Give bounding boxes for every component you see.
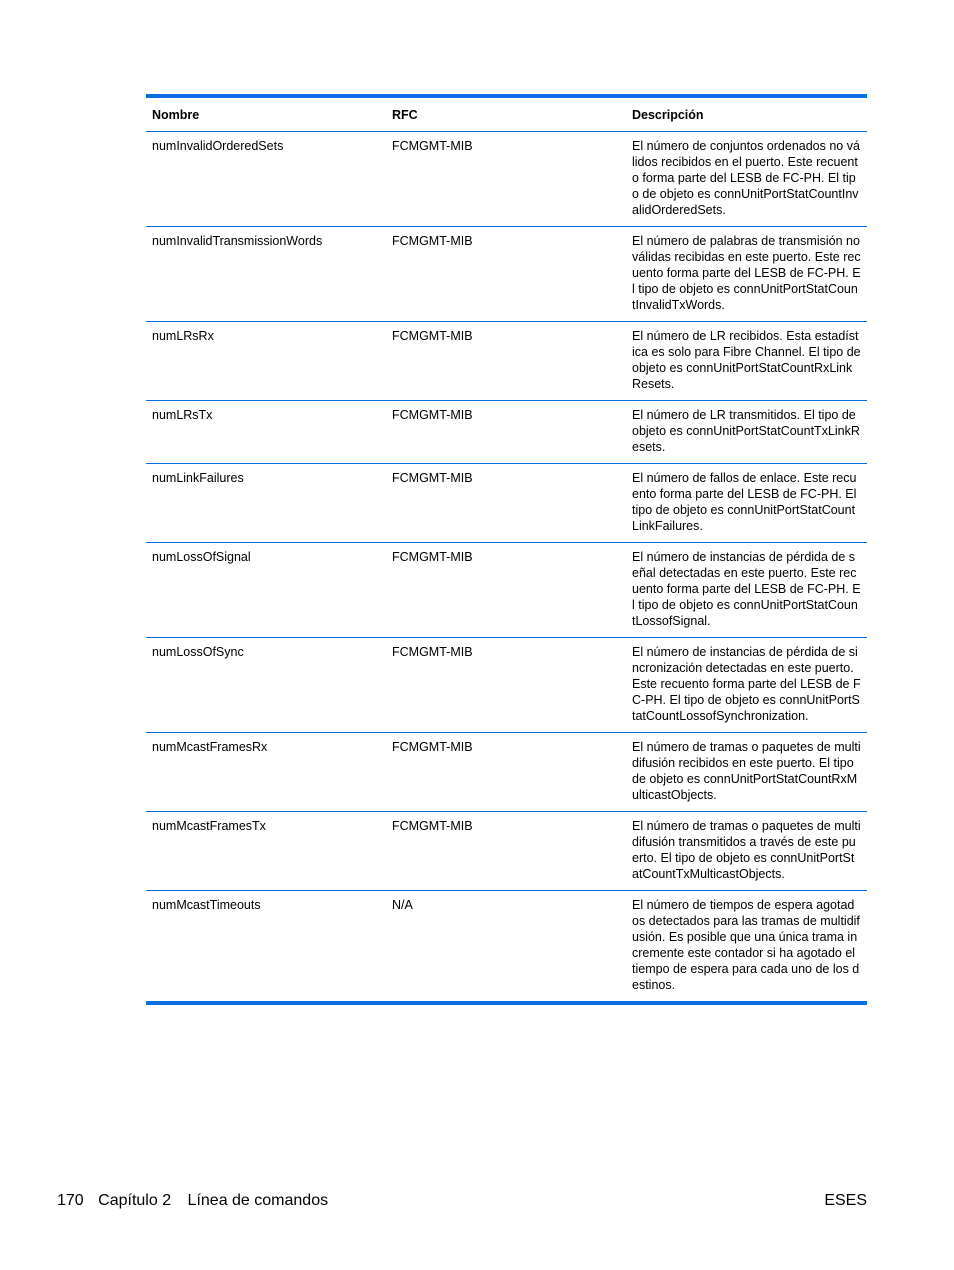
cell-name: numInvalidOrderedSets	[146, 132, 386, 227]
cell-name: numLRsTx	[146, 401, 386, 464]
cell-description: El número de tramas o paquetes de multidifusión recibidos en este puerto. El tipo de objeto es connUnitPortStatCountRxMulticastObjects.	[626, 733, 867, 812]
cell-rfc: FCMGMT-MIB	[386, 401, 626, 464]
table-row	[146, 812, 867, 891]
cell-description: El número de instancias de pérdida de señal detectadas en este puerto. Este recuento forma parte del LESB de FC-PH. El tipo de objeto es connUnitPortStatCountLossofSignal.	[626, 543, 867, 638]
header-row	[146, 98, 867, 132]
table-body	[146, 132, 867, 1002]
cell-description: El número de conjuntos ordenados no válidos recibidos en el puerto. Este recuento forma parte del LESB de FC-PH. El tipo de objeto es connUnitPortStatCountInvalidOrderedSets.	[626, 132, 867, 227]
table-row	[146, 227, 867, 322]
page-number: 170	[57, 1192, 84, 1209]
table-row	[146, 733, 867, 812]
cell-name: numLRsRx	[146, 322, 386, 401]
header-descripcion: Descripción	[626, 98, 867, 132]
cell-rfc: FCMGMT-MIB	[386, 543, 626, 638]
cell-rfc: FCMGMT-MIB	[386, 812, 626, 891]
table-row	[146, 401, 867, 464]
locale-code: ESES	[824, 1192, 867, 1209]
cell-description: El número de fallos de enlace. Este recuento forma parte del LESB de FC-PH. El tipo de objeto es connUnitPortStatCountLinkFailures.	[626, 464, 867, 543]
cell-rfc: FCMGMT-MIB	[386, 322, 626, 401]
cell-description: El número de instancias de pérdida de sincronización detectadas en este puerto. Este recuento forma parte del LESB de FC-PH. El tipo de objeto es connUnitPortStatCountLossofSynchronization.	[626, 638, 867, 733]
cell-description: El número de tramas o paquetes de multidifusión transmitidos a través de este puerto. El tipo de objeto es connUnitPortStatCountTxMulticastObjects.	[626, 812, 867, 891]
cell-description: El número de LR recibidos. Esta estadística es solo para Fibre Channel. El tipo de objeto es connUnitPortStatCountRxLinkResets.	[626, 322, 867, 401]
cell-rfc: FCMGMT-MIB	[386, 638, 626, 733]
cell-description: El número de palabras de transmisión no válidas recibidas en este puerto. Este recuento forma parte del LESB de FC-PH. El tipo de objeto es connUnitPortStatCountInvalidTxWords.	[626, 227, 867, 322]
page-footer	[57, 1191, 867, 1211]
cell-name: numLinkFailures	[146, 464, 386, 543]
table-row	[146, 638, 867, 733]
table-row	[146, 891, 867, 1002]
header-rfc: RFC	[386, 98, 626, 132]
cell-name: numMcastFramesRx	[146, 733, 386, 812]
cell-name: numLossOfSync	[146, 638, 386, 733]
footer-left	[57, 1191, 328, 1211]
cell-rfc: FCMGMT-MIB	[386, 464, 626, 543]
table-row	[146, 543, 867, 638]
cell-name: numLossOfSignal	[146, 543, 386, 638]
cell-description: El número de tiempos de espera agotados detectados para las tramas de multidifusión. Es posible que una única trama incremente este contador si ha agotado el tiempo de espera para cada uno de los destinos.	[632, 898, 860, 992]
header-nombre: Nombre	[146, 98, 386, 132]
cell-name: numMcastFramesTx	[146, 812, 386, 891]
cell-name: numMcastTimeouts	[152, 898, 261, 912]
chapter-title: Línea de comandos	[187, 1192, 329, 1209]
cell-rfc: FCMGMT-MIB	[386, 132, 626, 227]
cell-rfc: FCMGMT-MIB	[386, 733, 626, 812]
mib-table-container	[146, 94, 867, 1005]
chapter-label: Capítulo 2	[98, 1192, 172, 1209]
cell-name: numInvalidTransmissionWords	[146, 227, 386, 322]
table-header	[146, 98, 867, 132]
table-row	[146, 464, 867, 543]
table-row	[146, 322, 867, 401]
cell-rfc: N/A	[392, 898, 413, 912]
cell-rfc: FCMGMT-MIB	[386, 227, 626, 322]
cell-description: El número de LR transmitidos. El tipo de objeto es connUnitPortStatCountTxLinkResets.	[626, 401, 867, 464]
table-row	[146, 132, 867, 227]
mib-table	[146, 98, 867, 1001]
